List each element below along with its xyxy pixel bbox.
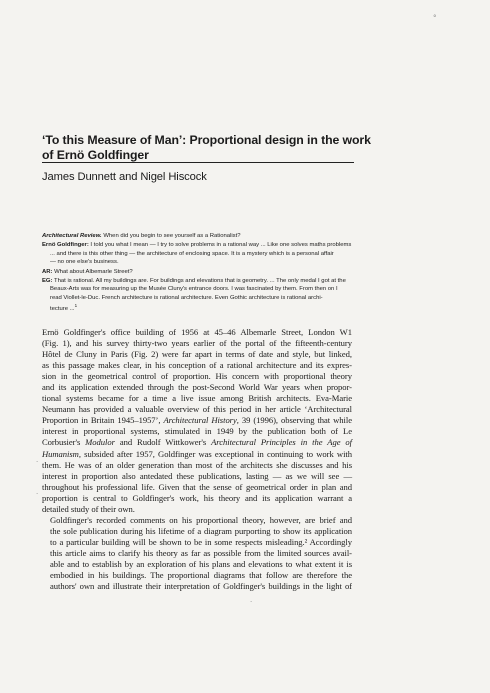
footnote-marker: 1 (74, 303, 78, 309)
body-line: Hôtel de Cluny in Paris (Fig. 2) were far apart in terms of date and style, but linked, (42, 349, 352, 360)
body-line: tional systems became for a time a live issue among British architects. Eva-Marie (42, 393, 352, 404)
body-line: the sole publication during his lifetime of a diagram purporting to show its application (50, 525, 352, 536)
interview-line (42, 250, 372, 258)
body-line: interest in proportion also antedated these publications, lasting — as we will see — (42, 470, 352, 481)
margin-mark: · (36, 490, 39, 498)
interview-text: When did you begin to see yourself as a Rationalist? (101, 233, 241, 239)
title-rule (42, 162, 354, 163)
interview-speaker: Ernö Goldfinger: (42, 242, 89, 249)
body-line: detailed study of their own. (42, 503, 135, 514)
article-body (42, 327, 352, 592)
interview-text: What about Albemarle Street? (52, 268, 133, 275)
interview-text: Beaux-Arts was for measuring up the Musée Cluny's entrance doors. I was fascinated by them. From then on I (50, 286, 338, 293)
body-paragraph (42, 327, 352, 515)
body-line: embodied in his buildings. The proportional diagrams that follow are therefore the (50, 570, 352, 581)
body-paragraph (42, 515, 352, 592)
margin-mark: · (250, 598, 253, 606)
body-line: able and to establish by an exploration of his plans and elevations to what extent it is (50, 558, 352, 569)
interview-speaker: AR: (42, 268, 53, 275)
interview-line (42, 268, 372, 276)
interview-epigraph (42, 232, 372, 314)
body-line: this article aims to clarify his theory as far as possible from the limited sources avail- (50, 547, 352, 558)
body-line: sion in the geometrical control of proportion. His concern with proportional theory (42, 371, 352, 382)
body-line: Neumann has provided a valuable overview of this period in her article ‘Architectural (42, 404, 352, 415)
interview-line (42, 294, 372, 302)
interview-line (42, 232, 372, 240)
body-line: proportion is central to Goldfinger's work, his theory and its application warrant a (42, 492, 352, 503)
body-line: Corbusier's Modulor and Rudolf Wittkower's Architectural Principles in the Age of (42, 437, 352, 448)
interview-text: read Viollet-le-Duc. French architecture is rational architecture. Even Gothic architecture is rational archi- (50, 294, 323, 301)
body-line: Proportion in Britain 1945–1957’, Architectural History, 39 (1996), observing that while (42, 415, 352, 426)
margin-mark: · (36, 458, 39, 466)
interview-text: I told you what I mean — I try to solve problems in a rational way ... Like one solves maths problems (88, 242, 352, 249)
interview-text: tecture ... (50, 306, 75, 313)
interview-line (42, 302, 372, 313)
body-line: to a particular building will be shown to be in some respects misleading.² Accordingly (50, 536, 352, 547)
body-line: throughout his professional life. Given that the sense of geometrical order in plan and (42, 481, 352, 492)
article-title: ‘To this Measure of Man’: Proportional design in the work of Ernö Goldfinger (42, 133, 371, 162)
body-line: interest in proportional systems, stimulated in 1949 by the publication both of Le (42, 426, 352, 437)
body-line: authors' own and illustrate their interpretation of Goldfinger's buildings in the light of (50, 581, 352, 592)
body-line: Ernö Goldfinger's office building of 1956 at 45–46 Albemarle Street, London W1 (42, 327, 352, 337)
margin-mark: ° (433, 14, 437, 22)
article-authors: James Dunnett and Nigel Hiscock (42, 171, 207, 183)
body-line: them. He was of an older generation than most of the architects she discusses and his (42, 459, 352, 470)
interview-text: That is rational. All my buildings are. For buildings and elevations that is geometry. ... The only medal I got at the (52, 278, 346, 285)
interview-text: — no one else's business. (50, 259, 119, 266)
body-line: and its application extended through the post-Second World War years when propor- (42, 382, 352, 393)
interview-text: ... and there is this other thing — the architecture of enclosing space. It is a mystery which is a personal affair (50, 250, 334, 257)
interview-speaker: EG: (42, 278, 53, 285)
body-line: as this passage makes clear, in his conception of a rational architecture and its expres- (42, 360, 352, 371)
body-line: Humanism, subsided after 1957, Goldfinger was exceptional in continuing to work with (42, 448, 352, 459)
interview-line (42, 277, 372, 285)
interview-line (42, 285, 372, 293)
body-line: Goldfinger's recorded comments on his proportional theory, however, are brief and (50, 514, 352, 525)
interview-line (42, 258, 372, 266)
interview-line (42, 241, 372, 249)
body-line: (Fig. 1), and his survey thirty-two years earlier of the portal of the fifteenth-century (42, 338, 352, 349)
interview-speaker: Architectural Review. (42, 233, 102, 239)
